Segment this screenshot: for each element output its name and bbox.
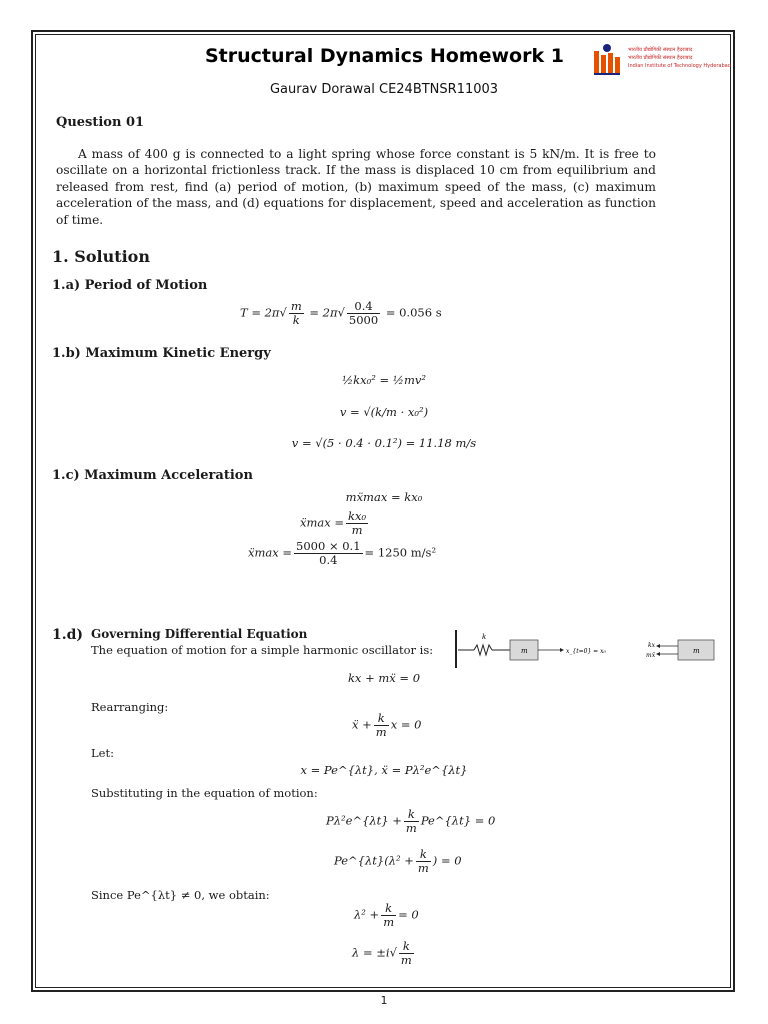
equation-trial-solution: x = Pe^{λt}, ẍ = Pλ²e^{λt} [300, 763, 468, 777]
logo-text-line2: भारतीय प्रौद्योगिकी संस्थान हैदराबाद [628, 55, 693, 61]
eq-sub2-num: k [416, 848, 431, 862]
eq-period-k: k [292, 313, 300, 327]
eq-period-rhs: = 0.056 s [385, 305, 442, 320]
equation-velocity: v = √(k/m · x₀²) [339, 405, 429, 419]
diagram-force2: mẍ [646, 652, 656, 659]
eq-char-num: k [381, 902, 396, 916]
diagram-spring-label: k [482, 633, 487, 641]
eq-char-b: = 0 [398, 907, 419, 922]
eq-acc3-den: 0.4 [319, 553, 338, 567]
equation-substituted-2 [334, 848, 462, 875]
author-line: Gaurav Dorawal CE24BTNSR11003 [269, 82, 499, 97]
eq-acc3-rhs: = 1250 m/s² [364, 545, 437, 560]
eq-period-m: m [290, 299, 302, 313]
eq-roots-a: λ = ±i [352, 945, 390, 960]
equation-energy: ½kx₀² = ½mv² [342, 373, 426, 387]
equation-velocity-value: v = √(5 · 0.4 · 0.1²) = 11.18 m/s [291, 436, 477, 450]
eq-sub2-den: m [417, 861, 429, 875]
section-1d-label: 1.d) [52, 627, 84, 643]
logo-text-line1: भारतीय प्रौद्योगिकी संस्थान हैदराबाद [628, 47, 693, 53]
eq-acc2-lhs: ẍmax = [300, 515, 345, 530]
iith-logo-mark-icon [592, 43, 624, 77]
eq-rearr-a: ẍ + [352, 717, 372, 732]
equation-substituted-1 [326, 808, 495, 835]
eq-period-num: 0.4 [347, 300, 380, 314]
document-title: Structural Dynamics Homework 1 [205, 45, 564, 67]
page-number: 1 [380, 994, 388, 1007]
eq-sub1-a: Pλ²e^{λt} + [326, 813, 402, 828]
equation-max-acc-2 [300, 510, 370, 537]
equation-eom: kx + mẍ = 0 [347, 671, 421, 685]
equation-characteristic [354, 902, 419, 929]
eq-char-a: λ² + [354, 907, 380, 922]
eom-intro: The equation of motion for a simple harmonic oscillator is: [91, 643, 434, 657]
rearranging-label: Rearranging: [91, 700, 169, 714]
eq-rearr-num: k [374, 712, 389, 726]
equation-max-acc-3 [248, 540, 436, 567]
eq-sub2-b: ) = 0 [432, 853, 462, 868]
question-heading: Question 01 [56, 115, 145, 130]
substituting-label: Substituting in the equation of motion: [91, 786, 318, 800]
since-label: Since Pe^{λt} ≠ 0, we obtain: [91, 888, 270, 902]
iith-logo [592, 43, 730, 77]
eq-sub1-num: k [404, 808, 419, 822]
eq-sub1-b: Pe^{λt} = 0 [420, 813, 496, 828]
diagram-mass-label: m [521, 647, 528, 655]
eq-sub2-a: Pe^{λt}(λ² + [334, 853, 414, 868]
eq-period-lhs: T = 2π [240, 305, 280, 320]
equation-rearranged [352, 712, 421, 739]
eq-period-mid: = 2π [309, 305, 338, 320]
section-1c-heading: 1.c) Maximum Acceleration [52, 468, 253, 483]
eq-sub1-den: m [405, 821, 417, 835]
question-text: A mass of 400 g is connected to a light spring whose force constant is 5 kN/m. It is free to oscillate on a horizontal frictionless track. If the mass is displaced 10 cm from equilibrium and released from rest, find (a) period of motion, (b) maximum speed of the mass, (c) maximum acceleration of the mass, and (d) equations for displacement, speed and acceleration as function of time. [56, 147, 656, 227]
section-1d-heading: Governing Differential Equation [91, 627, 308, 641]
spring-mass-diagram [448, 626, 718, 672]
diagram-displacement-label: x_{t=0} = x₀ [566, 648, 606, 655]
equation-period: T = 2π√ $\frac{m}{k}$ = 2π√ $\frac{0.4}{5000}$ = 0.056 s [240, 299, 442, 327]
section-1b-heading: 1.b) Maximum Kinetic Energy [52, 346, 271, 361]
section-1a-heading: 1.a) Period of Motion [52, 278, 208, 293]
diagram-mass2-label: m [693, 647, 700, 655]
equation-roots: λ = ±i√ $\frac{k}{m}$ [352, 939, 412, 967]
solution-heading: 1. Solution [52, 247, 150, 266]
equation-max-acc-1: mẍmax = kx₀ [345, 490, 423, 504]
logo-text [628, 46, 731, 70]
diagram-force1: kx [648, 642, 656, 649]
spring-mass-diagram-svg [448, 626, 718, 672]
eq-roots-num: k [399, 940, 414, 954]
eq-acc3-num: 5000 × 0.1 [296, 539, 361, 553]
eq-acc2-num: kx₀ [348, 509, 367, 523]
eq-acc3-lhs: ẍmax = [248, 545, 293, 560]
eq-rearr-den: m [375, 725, 387, 739]
logo-text-line3: Indian Institute of Technology Hyderabad [628, 63, 731, 69]
eq-period-den: 5000 [348, 313, 379, 327]
eq-rearr-b: x = 0 [390, 717, 422, 732]
eq-roots-den: m [400, 953, 412, 967]
let-label: Let: [91, 746, 114, 760]
eq-acc2-den: m [351, 523, 363, 537]
eq-char-den: m [383, 915, 395, 929]
